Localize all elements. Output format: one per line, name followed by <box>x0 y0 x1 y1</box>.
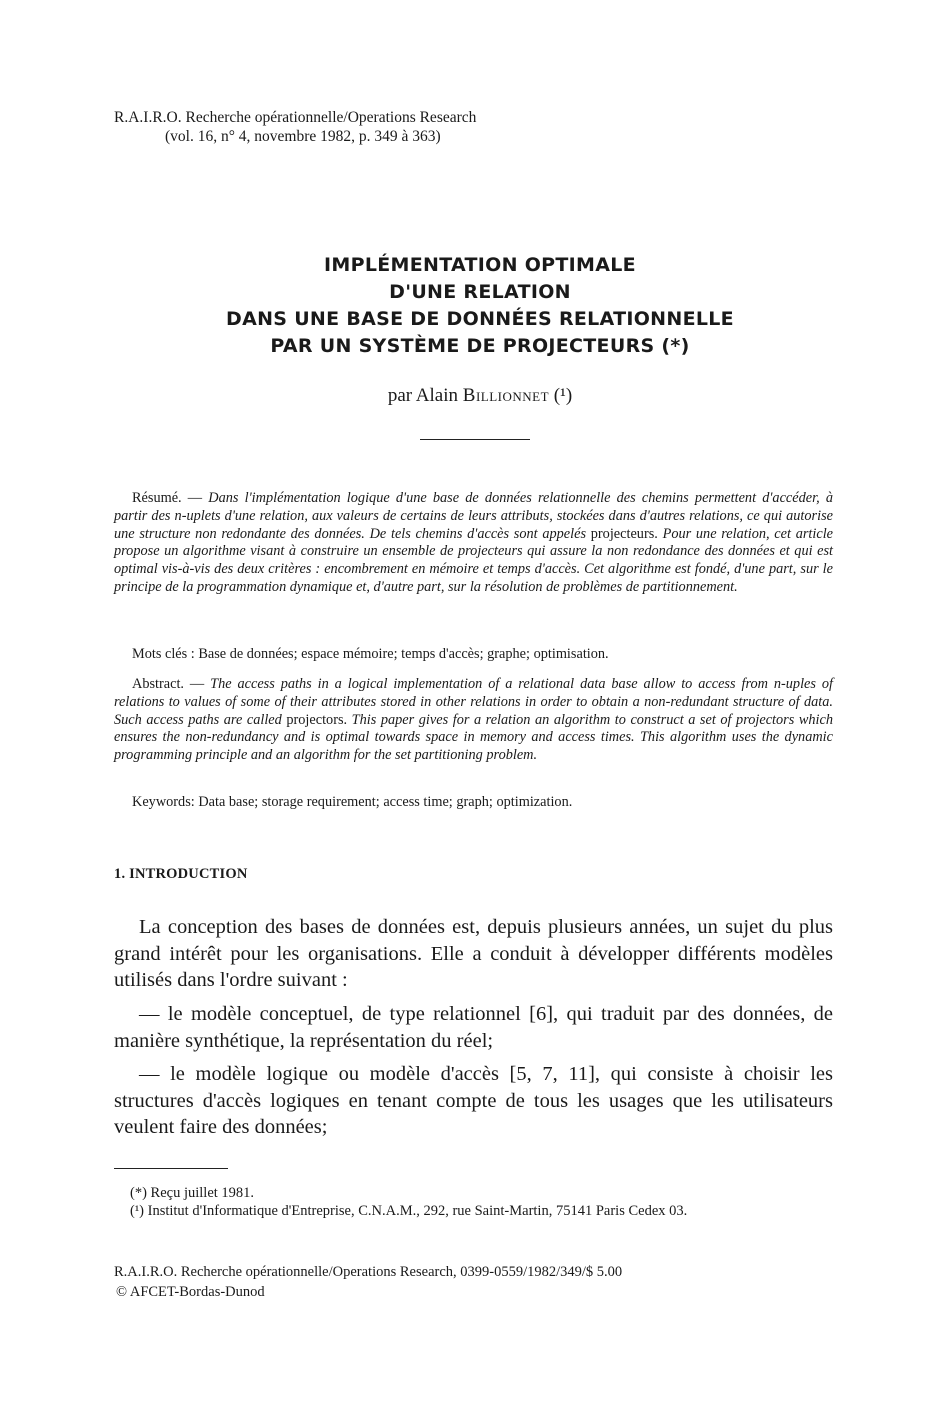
body-paragraph-1 <box>114 914 833 994</box>
journal-name: R.A.I.R.O. Recherche opérationnelle/Operations Research <box>114 109 477 126</box>
journal-issue: (vol. 16, n° 4, novembre 1982, p. 349 à 363) <box>165 128 441 145</box>
paragraph-text: La conception des bases de données est, depuis plusieurs années, un sujet du plus grand intérêt pour les organisations. Elle a conduit à développer différents modèles utilisés dans l'ordre suivant : <box>114 916 833 991</box>
footnote-1: (*) Reçu juillet 1981. <box>130 1185 255 1201</box>
resume-term: projecteurs. <box>590 525 658 542</box>
author-prefix: par Alain <box>387 385 459 406</box>
resume-text-a: Dans l'implémentation logique d'une base de données relationnelle des chemins permettent d'accéder, à partir des n-uplets d'une relation, aux valeurs de certains de leurs attributs, stockées dans d'autres relations, ce qui autorise une structure non redondante des données. De tels chemins d'accès sont appelés <box>114 490 833 542</box>
keywords-label: Keywords: <box>132 794 195 810</box>
paper-title <box>0 252 930 360</box>
author-line <box>0 385 930 407</box>
paragraph-text: — le modèle logique ou modèle d'accès [5, 7, 11], qui consiste à choisir les structures d'accès logiques en tenant compte de tous les usages que les utilisateurs veulent faire des données; <box>114 1063 833 1138</box>
body-paragraph-2 <box>114 1001 833 1054</box>
section-heading: 1. INTRODUCTION <box>114 866 248 882</box>
title-line-2: D'UNE RELATION <box>389 281 571 303</box>
footnote-separator <box>114 1168 228 1169</box>
resume-text-b: Pour une relation, cet article propose un algorithme visant à construire un ensemble de projecteurs qui assure la non redondance des données et qui est optimal vis-à-vis des deux critères : encombrement en mémoire et temps d'accès. Cet algorithme est fondé, d'une part, sur le principe de la programmation dynamique et, d'autre part, sur la résolution de problèmes de partitionnement. <box>114 525 834 595</box>
footer-journal: R.A.I.R.O. Recherche opérationnelle/Operations Research, 0399-0559/1982/349/$ 5.00 <box>114 1264 623 1280</box>
footer-copyright: © AFCET-Bordas-Dunod <box>116 1284 265 1300</box>
mots-cles-text: Base de données; espace mémoire; temps d'accès; graphe; optimisation. <box>198 646 609 662</box>
mots-cles-block <box>114 646 833 664</box>
author-footnote-ref: (¹) <box>553 385 573 406</box>
resume-label: Résumé. — <box>132 490 203 506</box>
title-line-1: IMPLÉMENTATION OPTIMALE <box>324 254 636 276</box>
abstract-text-b: This paper gives for a relation an algorithm to construct a set of projectors which ensures the non-redundancy and is optimal towards space in memory and access times. This algorithm uses the dynamic programming principle and an algorithm for the set partitioning problem. <box>114 711 834 764</box>
footnote-2 <box>114 1202 833 1220</box>
abstract-block <box>114 676 833 765</box>
resume-block <box>114 490 833 597</box>
title-line-3: DANS UNE BASE DE DONNÉES RELATIONNELLE <box>226 308 734 330</box>
title-line-4: PAR UN SYSTÈME DE PROJECTEURS (*) <box>270 335 690 357</box>
abstract-term: projectors. <box>286 711 348 728</box>
author-surname: Billionnet <box>462 385 550 406</box>
keywords-block <box>114 794 833 812</box>
abstract-text-a: The access paths in a logical implementation of a relational data base allow to access from n-uples of relations to values of some of their attributes stored in other relations in order to obtain a non-redundant structure of data. Such access paths are called <box>114 676 833 728</box>
journal-header <box>114 108 476 146</box>
mots-cles-label: Mots clés : <box>132 646 195 662</box>
abstract-label: Abstract. — <box>132 676 205 692</box>
keywords-text: Data base; storage requirement; access time; graph; optimization. <box>198 794 573 810</box>
paragraph-text: — le modèle conceptuel, de type relationnel [6], qui traduit par des données, de manière synthétique, la représentation du réel; <box>114 1003 833 1052</box>
footnote-2-text: (¹) Institut d'Informatique d'Entreprise, C.N.A.M., 292, rue Saint-Martin, 75141 Paris Cedex 03. <box>130 1203 688 1219</box>
page-footer <box>114 1262 622 1302</box>
title-separator <box>420 439 530 440</box>
body-paragraph-3 <box>114 1061 833 1141</box>
